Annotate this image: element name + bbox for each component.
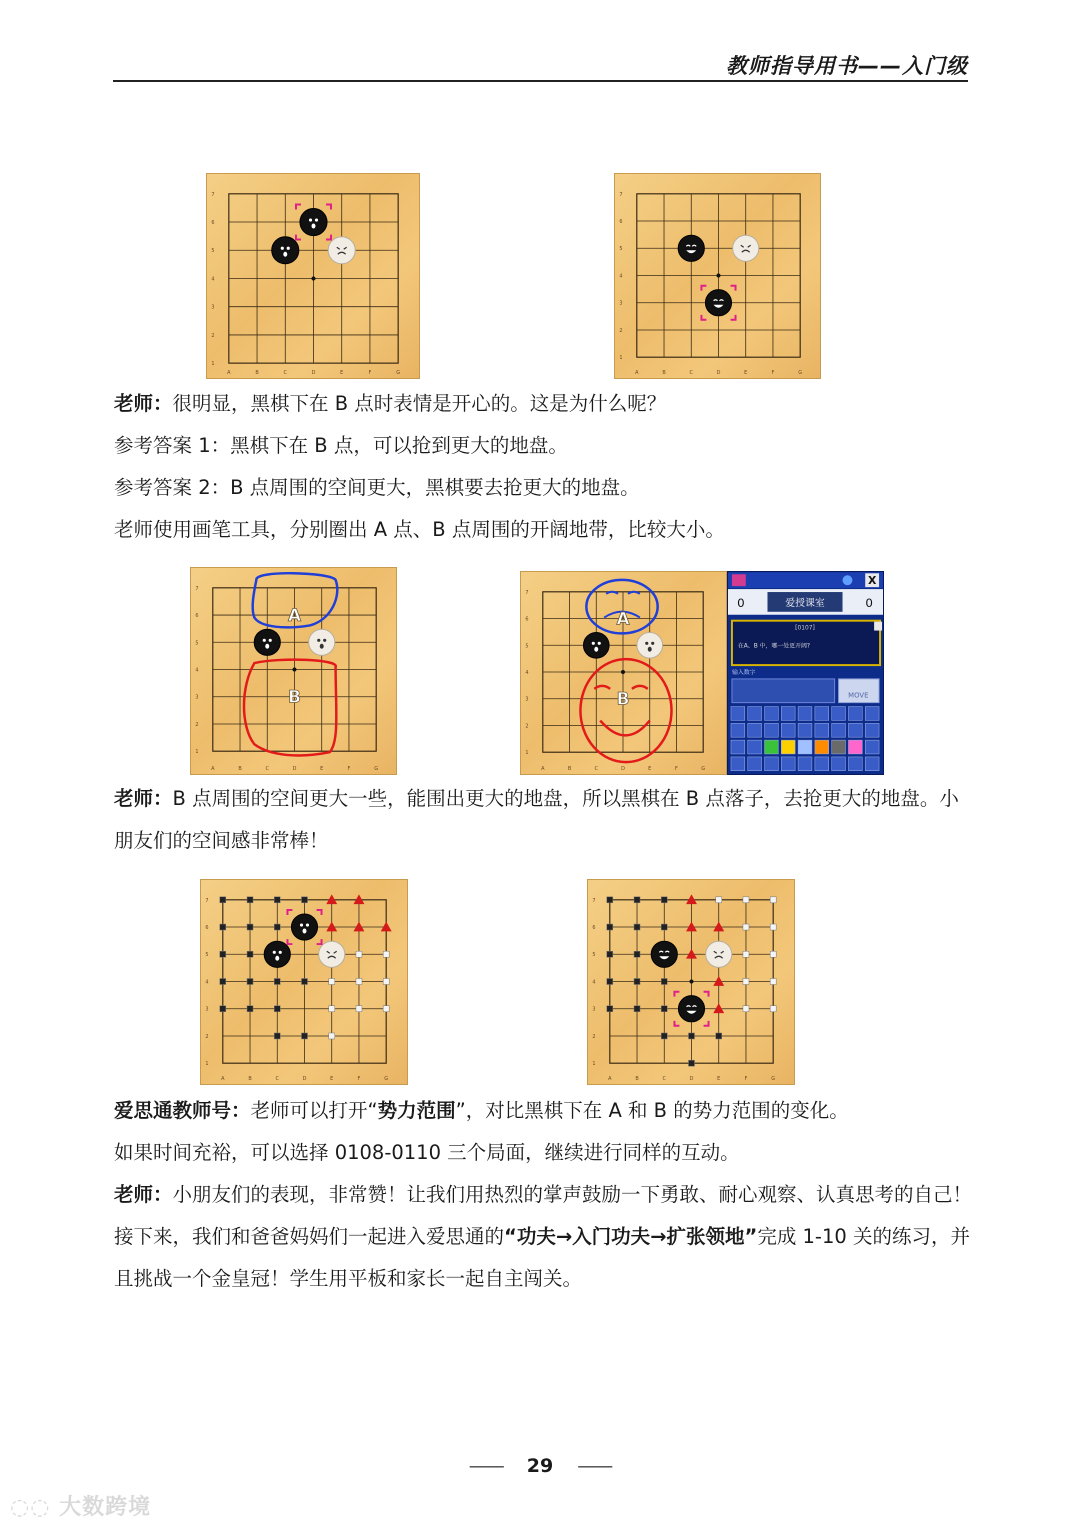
tool-button[interactable] [765,740,779,754]
page-footer [0,1455,1080,1477]
black-stone [583,632,609,658]
row-label: 1 [619,355,623,362]
row-label: 4 [592,979,596,986]
app-side-panel [727,571,884,775]
neutral-mark [686,922,697,932]
black-influence-mark [247,979,253,985]
row-label: 2 [195,721,199,728]
row-label: 6 [195,613,199,620]
neutral-mark [713,1003,724,1013]
paragraph-answer-1: 参考答案 1：黑棋下在 B 点，可以抢到更大的地盘。 [114,434,568,457]
black-stone [678,235,704,261]
row-label: 7 [211,191,215,198]
star-point [312,276,316,280]
footer-dash: —— [577,1455,612,1477]
white-influence-mark [770,979,776,985]
col-label: D [689,1076,694,1083]
white-stone [637,632,663,658]
white-influence-mark [383,1006,389,1012]
dialog-tag: [0107] [795,625,815,632]
last-move-marker [326,235,331,240]
black-influence-mark [220,924,226,930]
footer-dash: —— [468,1455,503,1477]
dialog-close-button[interactable] [874,622,882,631]
black-influence-mark [634,897,640,903]
black-influence-mark [634,924,640,930]
white-influence-mark [383,979,389,985]
pen-circle-b [244,660,336,756]
row-label: 1 [205,1061,209,1068]
col-label: A [227,370,231,377]
speaker-label: 老师： [114,787,173,810]
row-label: 3 [211,304,215,311]
row-label: 4 [205,979,209,986]
neutral-mark [381,922,392,932]
row-label: 4 [525,669,529,676]
watermark-logo-icon: ◌◌ [10,1495,60,1520]
black-influence-mark [661,924,667,930]
app-logo-icon [732,574,746,586]
last-move-marker [731,286,736,291]
tool-button[interactable] [798,740,812,754]
col-label: D [302,1076,307,1083]
black-influence-mark [247,924,253,930]
col-label: C [662,1076,666,1083]
watermark [10,1490,151,1521]
input-hint: 输入数字 [731,669,756,676]
tool-button[interactable] [848,740,862,754]
row-label: 1 [211,361,215,368]
tool-button[interactable] [748,723,762,737]
col-label: B [567,766,572,773]
black-stone [701,286,735,320]
col-label: C [594,766,598,773]
tool-button[interactable] [765,707,779,721]
paragraph-teacher-question [114,383,974,425]
col-label: G [701,766,706,773]
row-label: 1 [195,749,199,756]
tool-button[interactable] [848,707,862,721]
row-label: 3 [195,694,199,701]
col-label: A [221,1076,225,1083]
last-move-marker [287,910,292,915]
col-label: E [648,766,652,773]
row-label: 6 [205,925,209,932]
neutral-mark [354,922,365,932]
white-stone [319,941,345,967]
white-influence-mark [329,1033,335,1039]
row-label: 6 [211,220,215,227]
col-label: B [635,1076,639,1083]
col-label: C [283,370,287,377]
row-label: 3 [205,1006,209,1013]
star-point [690,980,694,984]
col-label: E [744,370,748,377]
tool-button[interactable] [765,757,779,771]
tool-button[interactable] [865,757,879,771]
go-board-black-at-a [206,173,420,379]
col-label: F [347,766,351,773]
tool-button[interactable] [748,757,762,771]
row-label: 7 [525,589,529,596]
tool-button[interactable] [798,707,812,721]
last-move-marker [317,910,322,915]
row-label: 4 [619,273,623,280]
panel-titlebar [728,572,883,588]
star-point [293,668,297,672]
paragraph-text: 老师可以打开“ [250,1099,378,1122]
tool-button[interactable] [832,757,846,771]
col-label: F [771,370,775,377]
tool-button[interactable] [815,757,829,771]
black-influence-mark [301,897,307,903]
go-board-influence-b [587,879,795,1085]
white-influence-mark [743,897,749,903]
tool-button[interactable] [731,757,745,771]
black-influence-mark [274,979,280,985]
last-move-marker [701,315,706,320]
header-title: 教师指导用书——入门级 [726,54,968,78]
black-stone [254,629,280,655]
col-label: G [374,766,379,773]
white-stone [309,629,335,655]
white-influence-mark [770,897,776,903]
paragraph-aisitong [114,1090,974,1132]
row-label: 3 [592,1006,596,1013]
last-move-marker [701,286,706,291]
tool-grid [731,707,879,771]
tool-button[interactable] [781,723,795,737]
black-influence-mark [661,897,667,903]
black-influence-mark [274,1006,280,1012]
paragraph-text: 小朋友们的表现，非常赞！让我们用热烈的掌声鼓励一下勇敢、耐心观察、认真思考的自己！接下来，我们和爸爸妈妈们一起进入爱思通的 [114,1183,973,1248]
tool-button[interactable] [832,707,846,721]
paragraph-instruction: 老师使用画笔工具，分别圈出 A 点、B 点周围的开阔地带，比较大小。 [114,518,725,541]
paragraph-text: 很明显，黑棋下在 B 点时表情是开心的。这是为什么呢？ [172,392,667,415]
col-label: C [275,1076,279,1083]
black-influence-mark [607,951,613,957]
answer-input[interactable] [732,679,835,703]
white-influence-mark [770,924,776,930]
col-label: D [621,766,625,773]
white-influence-mark [770,951,776,957]
col-label: A [541,766,545,773]
tool-button[interactable] [781,757,795,771]
move-label: MOVE [848,691,869,700]
neutral-mark [326,922,337,932]
refresh-icon [843,575,853,585]
row-label: 2 [205,1033,209,1040]
black-influence-mark [247,1006,253,1012]
col-label: D [716,370,721,377]
white-influence-mark [743,979,749,985]
white-influence-mark [356,979,362,985]
row-label: 6 [619,219,623,226]
row-label: 3 [525,696,529,703]
tool-button[interactable] [731,723,745,737]
black-influence-mark [607,979,613,985]
col-label: G [384,1076,389,1083]
black-influence-mark [607,924,613,930]
row-label: 2 [525,723,529,730]
white-influence-mark [716,897,722,903]
tool-button[interactable] [815,707,829,721]
last-move-marker [296,205,301,210]
go-board-app-drawing [520,571,727,775]
black-stone [272,237,299,264]
paragraph-text: ”，对比黑棋下在 A 和 B 的势力范围的变化。 [455,1099,849,1122]
col-label: B [248,1076,252,1083]
last-move-marker [704,992,709,997]
black-influence-mark [301,1033,307,1039]
white-influence-mark [356,1006,362,1012]
row-label: 7 [195,585,199,592]
tool-button[interactable] [748,707,762,721]
black-stone [296,205,331,240]
col-label: E [717,1076,721,1083]
row-label: 6 [525,616,529,623]
paragraph-text: 完成 1-10 关的练习，并且挑战一个金皇冠！学生用平板和家长一起自主闯关。 [114,1225,970,1290]
col-label: F [744,1076,748,1083]
header-rule [113,80,968,82]
black-influence-mark [274,1033,280,1039]
black-stone [287,910,321,944]
watermark-text: 大数跨境 [59,1495,152,1520]
last-move-marker [704,1021,709,1026]
last-move-marker [317,939,322,944]
star-point [621,670,625,674]
dialog-question: 在A、B 中，哪一处更开阔? [737,643,811,650]
black-influence-mark [634,979,640,985]
row-label: 5 [592,952,596,959]
panel-title: 爱授课室 [785,597,825,609]
black-influence-mark [247,951,253,957]
black-influence-mark [247,897,253,903]
go-board-influence-a [200,879,408,1085]
page-number: 29 [526,1455,554,1477]
row-label: 5 [619,246,623,253]
row-label: 7 [205,897,209,904]
row-label: 5 [195,640,199,647]
tool-button[interactable] [798,757,812,771]
tool-button[interactable] [865,723,879,737]
row-label: 7 [619,191,623,198]
speaker-label: 爱思通教师号： [114,1099,251,1122]
black-influence-mark [634,1006,640,1012]
col-label: G [798,370,803,377]
black-stone [264,941,290,967]
white-stone [733,235,759,261]
col-label: B [255,370,259,377]
col-label: F [368,370,372,377]
tool-button[interactable] [731,740,745,754]
white-influence-mark [383,951,389,957]
black-influence-mark [661,1033,667,1039]
black-influence-mark [661,979,667,985]
region-label: B [288,686,301,707]
row-label: 7 [592,897,596,904]
tool-button[interactable] [832,740,846,754]
row-label: 2 [619,327,623,334]
col-label: A [211,766,215,773]
white-influence-mark [770,1006,776,1012]
col-label: A [608,1076,612,1083]
go-board-black-at-b [614,173,821,379]
black-influence-mark [716,1033,722,1039]
row-label: 5 [205,952,209,959]
paragraph-teacher-explain [114,778,974,862]
tool-button[interactable] [765,723,779,737]
go-board-circled-regions [190,567,397,775]
col-label: D [311,370,316,377]
region-label: A [616,608,630,629]
last-move-marker [326,205,331,210]
paragraph-extra-time: 如果时间充裕，可以选择 0108-0110 三个局面，继续进行同样的互动。 [114,1141,740,1164]
paragraph-teacher-closing [114,1174,974,1300]
tool-button[interactable] [865,740,879,754]
row-label: 2 [592,1033,596,1040]
row-label: 6 [592,925,596,932]
paragraph-answer-2: 参考答案 2：B 点周围的空间更大，黑棋要去抢更大的地盘。 [114,476,640,499]
col-label: E [340,370,344,377]
tool-button[interactable] [815,723,829,737]
white-influence-mark [329,979,335,985]
tool-button[interactable] [815,740,829,754]
white-stone [328,237,355,264]
white-influence-mark [329,1006,335,1012]
speaker-label: 老师： [114,1183,173,1206]
row-label: 1 [525,750,529,757]
region-label: A [287,604,302,625]
col-label: E [320,766,324,773]
black-influence-mark [661,1006,667,1012]
col-label: G [396,370,401,377]
tool-button[interactable] [781,707,795,721]
last-move-marker [674,1021,679,1026]
highlight-term: 势力范围 [377,1099,456,1122]
col-label: G [771,1076,776,1083]
neutral-mark [713,976,724,986]
white-influence-mark [356,951,362,957]
close-icon: X [867,574,877,588]
row-label: 1 [592,1061,596,1068]
score-left: 0 [737,595,745,610]
black-influence-mark [274,897,280,903]
black-influence-mark [634,951,640,957]
col-label: E [330,1076,334,1083]
tool-button[interactable] [848,723,862,737]
neutral-mark [686,949,697,959]
row-label: 4 [195,667,199,674]
last-move-marker [731,315,736,320]
col-label: D [292,766,297,773]
white-influence-mark [743,924,749,930]
black-influence-mark [220,897,226,903]
tool-button[interactable] [731,707,745,721]
tool-button[interactable] [832,723,846,737]
last-move-marker [287,939,292,944]
region-label: B [616,688,630,709]
paragraph-text: B 点周围的空间更大一些，能围出更大的地盘，所以黑棋在 B 点落子，去抢更大的地盘。小朋友们的空间感非常棒！ [114,787,959,852]
col-label: A [635,370,639,377]
row-label: 5 [525,643,529,650]
speaker-label: 老师： [114,392,173,415]
white-influence-mark [743,951,749,957]
black-influence-mark [220,951,226,957]
row-label: 5 [211,248,215,255]
last-move-marker [674,992,679,997]
black-stone [651,941,677,967]
black-influence-mark [220,979,226,985]
black-influence-mark [220,1006,226,1012]
col-label: F [357,1076,361,1083]
black-stone [674,992,708,1026]
col-label: B [662,370,666,377]
black-influence-mark [274,924,280,930]
tool-button[interactable] [798,723,812,737]
white-influence-mark [743,1006,749,1012]
white-stone [706,941,732,967]
highlight-path: “功夫→入门功夫→扩张领地” [504,1225,758,1248]
row-label: 3 [619,300,623,307]
tool-button[interactable] [781,740,795,754]
row-label: 4 [211,276,215,283]
row-label: 2 [211,332,215,339]
col-label: C [689,370,693,377]
black-influence-mark [688,1060,694,1066]
tool-button[interactable] [748,740,762,754]
black-influence-mark [688,1033,694,1039]
black-influence-mark [607,1006,613,1012]
col-label: B [238,766,242,773]
last-move-marker [296,235,301,240]
tool-button[interactable] [865,707,879,721]
black-influence-mark [301,979,307,985]
star-point [717,274,721,278]
tool-button[interactable] [848,757,862,771]
col-label: C [265,766,269,773]
col-label: F [675,766,678,773]
pen-circle-b [580,659,671,762]
score-right: 0 [865,595,873,610]
black-influence-mark [607,897,613,903]
neutral-mark [713,922,724,932]
